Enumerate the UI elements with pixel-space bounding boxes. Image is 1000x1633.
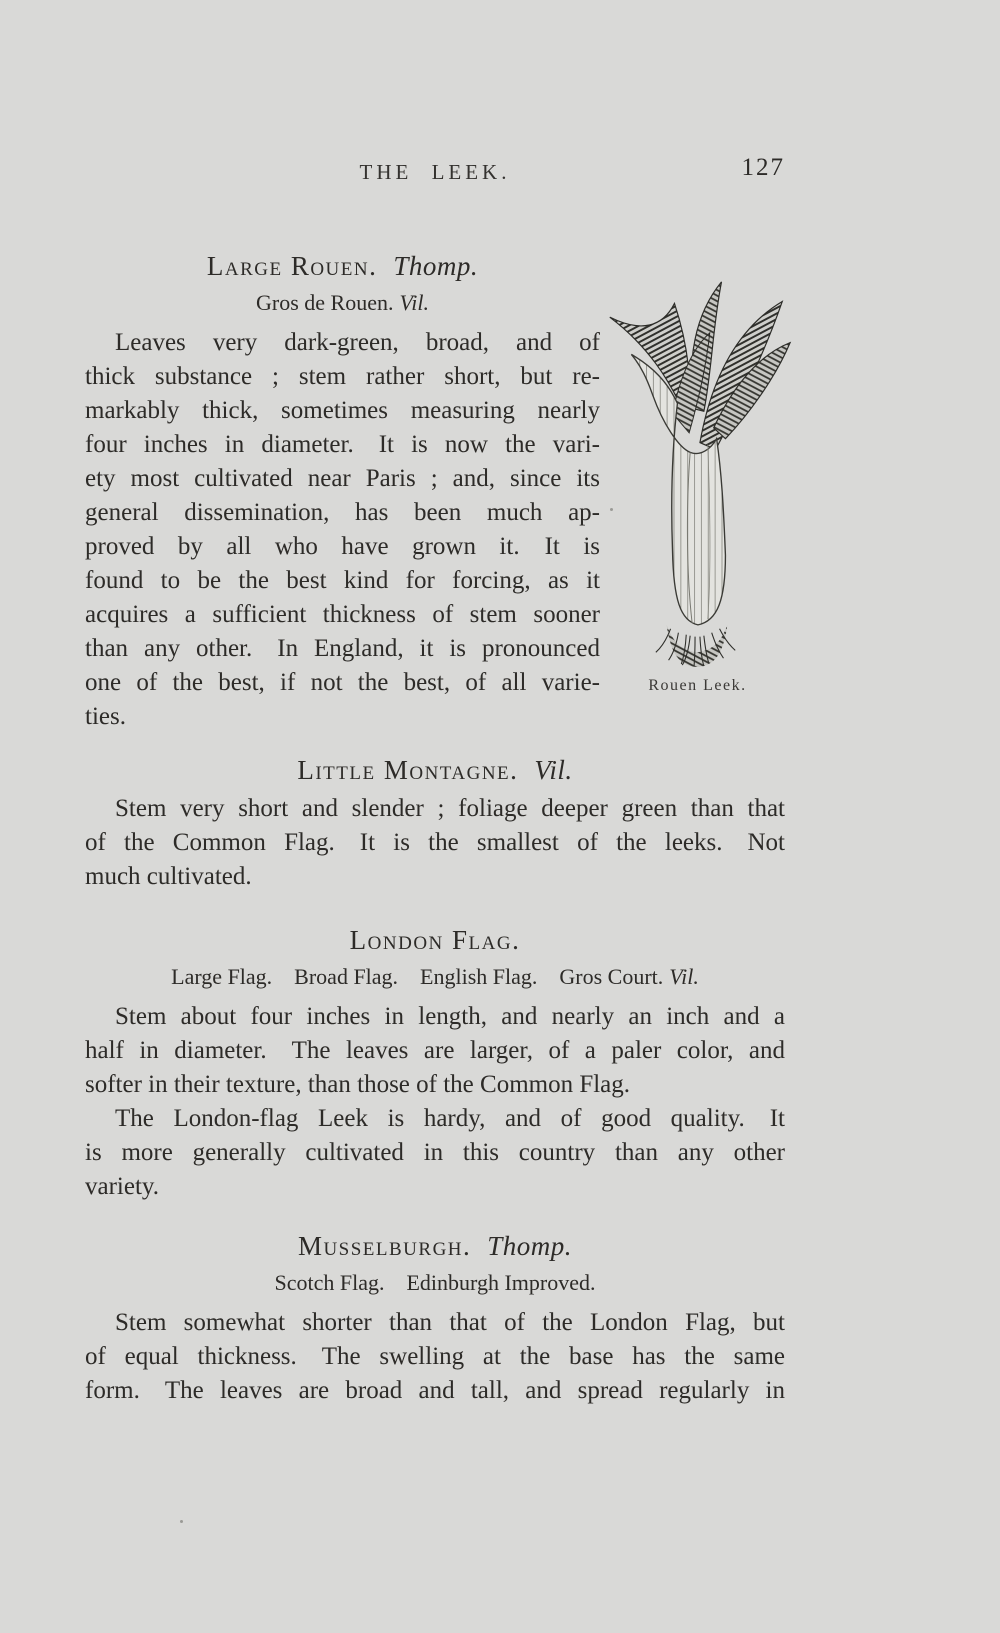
heading-authority: Thomp. — [393, 251, 479, 281]
body-line: Stem very short and slender ; foliage deeper green than that — [115, 795, 785, 822]
body-line: The London-flag Leek is hardy, and of good quality. It — [115, 1105, 785, 1132]
page-number: 127 — [741, 154, 785, 181]
synonym-line — [85, 288, 600, 318]
body-line: form. The leaves are broad and tall, and spread regularly in — [85, 1377, 785, 1404]
body-line: variety. — [85, 1173, 160, 1200]
rouen-leek-figure — [600, 276, 795, 695]
heading-authority: Thomp. — [487, 1231, 573, 1261]
synonym-authority: Vil. — [399, 290, 429, 315]
section-large-rouen — [85, 248, 600, 734]
variety-name: London Flag. — [349, 925, 521, 955]
section-london-flag — [85, 922, 785, 1204]
figure-caption: Rouen Leek. — [648, 677, 747, 694]
body-line: one of the best, if not the best, of all varie- — [85, 669, 600, 696]
body-line: general dissemination, has been much ap- — [85, 499, 600, 526]
body-line: softer in their texture, than those of the Common Flag. — [85, 1071, 631, 1098]
section-little-montagne — [85, 752, 785, 894]
rouen-leek-illustration — [600, 276, 795, 668]
body-line: four inches in diameter. It is now the vari- — [85, 431, 600, 458]
body-line: thick substance ; stem rather short, but re- — [85, 363, 600, 390]
body-line: acquires a sufficient thickness of stem sooner — [85, 601, 600, 628]
section-musselburgh — [85, 1228, 785, 1408]
body-line: ties. — [85, 703, 126, 730]
body-line: of equal thickness. The swelling at the base has the same — [85, 1343, 785, 1370]
body-line: markably thick, sometimes measuring nearly — [85, 397, 600, 424]
body-line: found to be the best kind for forcing, as it — [85, 567, 600, 594]
variety-name: Little Montagne. — [297, 755, 519, 785]
leek-leaves — [610, 282, 790, 450]
synonym-text: Large Flag. Broad Flag. English Flag. Gros Court. — [171, 964, 664, 989]
synonym-line — [85, 962, 785, 992]
synonym-line — [85, 1268, 785, 1298]
synonym-text: Scotch Flag. Edinburgh Improved. — [274, 1270, 596, 1295]
synonym-authority: Vil. — [669, 964, 699, 989]
body-line: than any other. In England, it is pronounced — [85, 635, 600, 662]
scan-speck — [610, 508, 613, 511]
variety-name: Musselburgh. — [297, 1231, 472, 1261]
body-line: Stem somewhat shorter than that of the London Flag, but — [115, 1309, 785, 1336]
body-line: of the Common Flag. It is the smallest of the leeks. Not — [85, 829, 785, 856]
section-heading-london-flag — [85, 922, 785, 958]
body-line: Stem about four inches in length, and nearly an inch and a — [115, 1003, 785, 1030]
leek-roots — [656, 625, 735, 667]
section-heading-musselburgh — [85, 1228, 785, 1264]
body-line: ety most cultivated near Paris ; and, since its — [85, 465, 600, 492]
body-line: half in diameter. The leaves are larger, of a paler color, and — [85, 1037, 785, 1064]
section-heading-large-rouen — [85, 248, 600, 284]
body-line: is more generally cultivated in this country than any other — [85, 1139, 785, 1166]
body-line: much cultivated. — [85, 863, 252, 890]
body-line: proved by all who have grown it. It is — [85, 533, 600, 560]
heading-authority: Vil. — [534, 755, 573, 785]
running-head: THE LEEK. — [359, 160, 511, 184]
section-heading-little-montagne — [85, 752, 785, 788]
scan-speck — [180, 1520, 183, 1523]
synonym-text: Gros de Rouen. — [255, 290, 394, 315]
variety-name: Large Rouen. — [206, 251, 378, 281]
body-line: Leaves very dark-green, broad, and of — [115, 329, 600, 356]
